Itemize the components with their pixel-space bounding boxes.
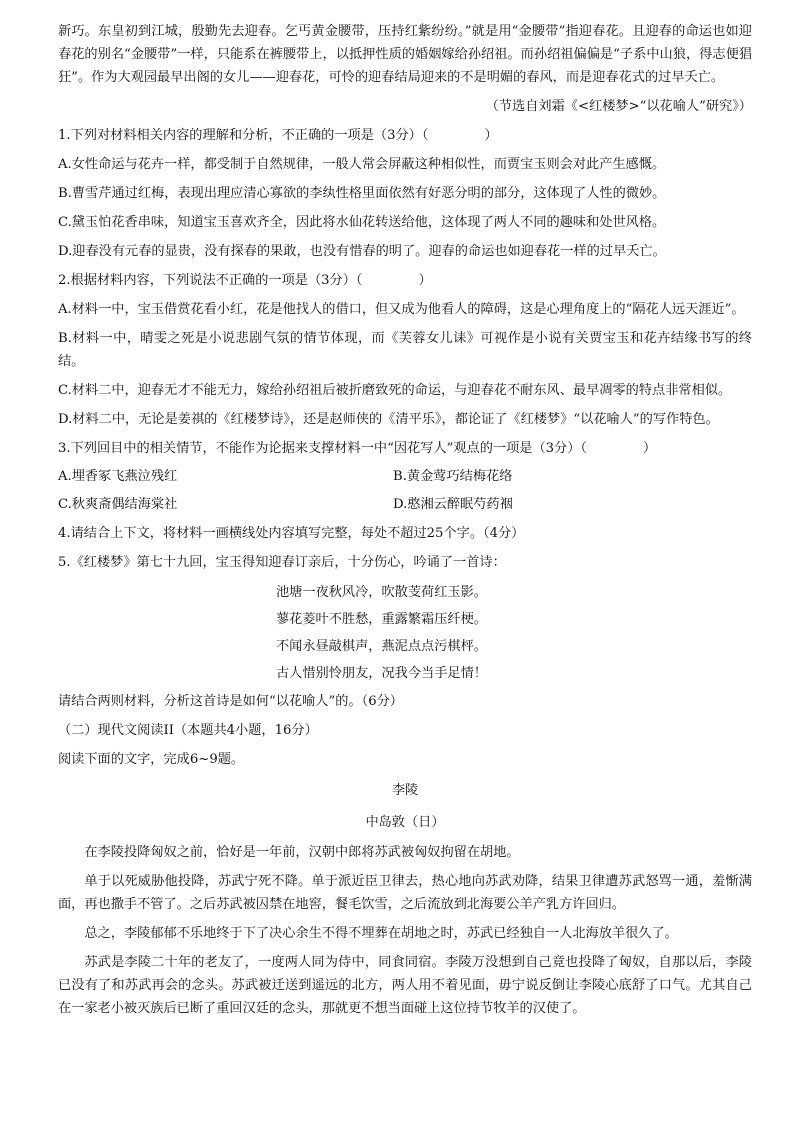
question-4: 4.请结合上下文，将材料一画横线处内容填写完整，每处不超过25个字。（4分） [58,526,525,541]
poem-line: 不闻永昼敲棋声，燕泥点点污棋枰。 [276,639,487,654]
article-paragraph: 苏武是李陵二十年的老友了，一度两人同为侍中，同食同宿。李陵万没想到自己竟也投降了匈奴，自那以后，李陵已没有了和苏武再会的念头。苏武被迁送到遥远的北方，两人用不着见面，毋宁说反倒让李陵心底舒了口气。尤其自己在一家老小被灭族后已断了重回汉廷的念头，那就更不想当面碰上这位持节牧羊的汉使了。 [58,955,752,1016]
question-2-option-a: A.材料一中，宝玉借赏花看小红，花是他找人的借口，但又成为他看人的障碍，这是心理角度上的“隔花人远天涯近”。 [58,302,745,317]
question-3-stem: 3.下列回目中的相关情节，不能作为论据来支撑材料一中“因花写人”观点的一项是（3分）（ ） [58,441,657,456]
poem [276,579,752,687]
source-citation: （节选自刘霜《<红楼梦>“以花喻人”研究》） [485,99,752,114]
poem-line: 古人惜别怜朋友，况我今当手足情！ [276,666,487,681]
question-1-option-d: D.迎春没有元春的显贵，没有探春的果敢，也没有惜春的明了。迎春的命运也如迎春花一样的过早夭亡。 [58,244,666,259]
section-instruction: 阅读下面的文字，完成6~9题。 [58,752,245,767]
question-2-option-d: D.材料二中，无论是姜祺的《红楼梦诗》，还是赵师侠的《清平乐》，都论证了《红楼梦》“以花喻人”的写作特色。 [58,412,719,427]
question-2-option-c: C.材料二中，迎春无才不能无力，嫁给孙绍祖后被折磨致死的命运，与迎春花不耐东风、最早凋零的特点非常相似。 [58,383,732,398]
article-paragraph: 单于以死威胁他投降，苏武宁死不降。单于派近臣卫律去，热心地向苏武劝降，结果卫律遭苏武怒骂一通，羞惭满面，再也撒手不管了。之后苏武被囚禁在地窖，餐毛饮雪，之后流放到北海要公羊产乳方许回归。 [58,874,752,912]
question-2-stem: 2.根据材料内容，下列说法不正确的一项是（3分）（ ） [58,273,432,288]
question-5-stem: 5.《红楼梦》第七十九回，宝玉得知迎春订亲后，十分伤心，吟诵了一首诗： [58,555,506,570]
exam-page [58,20,752,1020]
article-paragraph: 在李陵投降匈奴之前，恰好是一年前，汉朝中郎将苏武被匈奴拘留在胡地。 [84,845,520,860]
question-5-ask: 请结合两则材料，分析这首诗是如何“以花喻人”的。（6分） [58,694,403,709]
article-paragraph: 总之，李陵郁郁不乐地终于下了决心余生不得不埋葬在胡地之时，苏武已经独自一人北海放羊很久了。 [84,926,678,941]
poem-line: 蓼花菱叶不胜愁，重露繁霜压纤梗。 [276,612,487,627]
question-2-option-b: B.材料一中，晴雯之死是小说悲剧气氛的情节体现，而《芙蓉女儿诔》可视作是小说有关贾宝玉和花卉结缘书写的终结。 [58,331,752,369]
article-author: 中岛敦（日） [365,815,445,830]
question-3-option-c: C.秋爽斋偶结海棠社 [58,497,178,512]
poem-line: 池塘一夜秋风冷，吹散芰荷红玉影。 [276,585,487,600]
question-3-option-d: D.憨湘云醉眠芍药裀 [393,497,513,512]
section-heading: （二）现代文阅读II（本题共4小题，16分） [58,723,318,738]
question-3-option-a: A.埋香冢飞燕泣残红 [58,469,178,484]
question-1-option-a: A.女性命运与花卉一样，都受制于自然规律，一般人常会屏蔽这种相似性，而贾宝玉则会对此产生感慨。 [58,157,666,172]
question-3-option-b: B.黄金莺巧结梅花络 [393,469,513,484]
article-title: 李陵 [391,783,419,798]
question-1-stem: 1.下列对材料相关内容的理解和分析，不正确的一项是（3分）（ ） [58,128,498,143]
question-1-option-b: B.曹雪芹通过红梅，表现出理应清心寡欲的李纨性格里面依然有好恶分明的部分，这体现了人性的微妙。 [58,186,666,201]
intro-paragraph: 新巧。东皇初到江城，殷勤先去迎春。乞丐黄金腰带，压持红紫纷纷。”就是用“金腰带”指迎春花。且迎春的命运也如迎春花的别名“金腰带”一样，只能系在裤腰带上，以抵押性质的婚姻嫁给孙绍祖。而孙绍祖偏偏是“子系中山狼，得志便猖狂”。作为大观园最早出阁的女儿——迎春花，可怜的迎春结局迎来的不是明媚的春风，而是迎春花式的过早夭亡。 [58,24,752,85]
question-1-option-c: C.黛玉怕花香串味，知道宝玉喜欢齐全，因此将水仙花转送给他，这体现了两人不同的趣味和处世风格。 [58,215,666,230]
question-3-options [58,465,752,516]
